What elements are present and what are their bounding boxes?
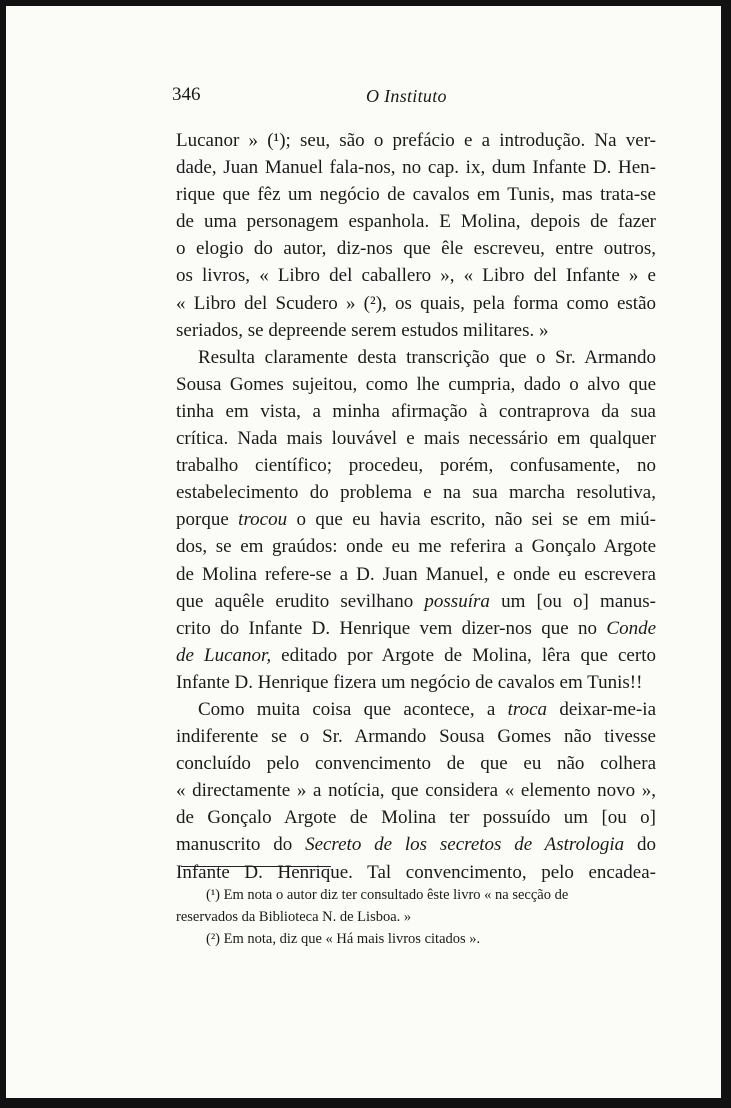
text-line: dade, Juan Manuel fala-nos, no cap. ix, dum Infante D. Hen- [176, 157, 656, 179]
text-line: indiferente se o Sr. Armando Sousa Gomes não tivesse [176, 726, 656, 748]
text-line: crítica. Nada mais louvável e mais necessário em qualquer [176, 428, 656, 450]
text-line: concluído pelo convencimento de que eu não colhera [176, 753, 656, 775]
running-title: O Instituto [366, 86, 447, 106]
text-line: « directamente » a notícia, que considera « elemento novo », [176, 780, 656, 802]
footnote-2: (²) Em nota, diz que « Há mais livros citados ». [206, 931, 481, 947]
text-run: o que eu havia escrito, não sei se em miú- [287, 509, 656, 531]
text-run: crito do Infante D. Henrique vem dizer-nos que no [176, 617, 607, 639]
text-line: Sousa Gomes sujeitou, como lhe cumpria, dado o alvo que [176, 373, 656, 395]
text-line: Infante D. Henrique. Tal convencimento, pelo encadea- [176, 861, 656, 883]
text-line: « Libro del Scudero » (²), os quais, pela forma como estão [176, 292, 656, 314]
text-line: Infante D. Henrique fizera um negócio de cavalos em Tunis!! [176, 671, 643, 693]
text-line [176, 642, 656, 669]
text-line: Lucanor » (¹); seu, são o prefácio e a introdução. Na ver- [176, 130, 656, 151]
text-run: editado por Argote de Molina, lêra que certo [271, 644, 656, 666]
text-run: um [ou o] manus- [489, 590, 656, 612]
italic-word: trocou [238, 509, 288, 531]
text-line: seriados, se depreende serem estudos militares. » [176, 319, 549, 341]
text-run: manuscrito do [176, 834, 306, 856]
footnotes [176, 884, 654, 950]
text-run: Como muita coisa que acontece, a [198, 698, 508, 720]
text-line: o elogio do autor, diz-nos que êle escreveu, entre outros, [176, 238, 656, 260]
text-run: do [624, 834, 657, 856]
text-line: trabalho científico; procedeu, porém, confusamente, no [176, 455, 656, 477]
text-line: dos, se em graúdos: onde eu me referira a Gonçalo Argote [176, 536, 656, 558]
book-page [6, 6, 721, 1098]
text-line [176, 696, 656, 723]
text-run: deixar-me-ia [547, 698, 657, 720]
text-line: rique que fêz um negócio de cavalos em Tunis, mas trata-se [176, 184, 656, 206]
text-line: os livros, « Libro del caballero », « Libro del Infante » e [176, 265, 656, 287]
text-line: de Molina refere-se a D. Juan Manuel, e onde eu escrevera [176, 563, 656, 585]
body-text [176, 127, 656, 886]
footnote-1-continuation: reservados da Biblioteca N. de Lisboa. » [176, 909, 412, 925]
italic-title: de Lucanor, [176, 644, 272, 666]
text-run: que aquêle erudito sevilhano [176, 590, 425, 612]
text-line [176, 615, 656, 642]
italic-word: possuíra [424, 590, 490, 612]
text-line: de uma personagem espanhola. E Molina, depois de fazer [176, 211, 656, 233]
text-line: de Gonçalo Argote de Molina ter possuído um [ou o] [176, 807, 656, 829]
text-run: porque [176, 509, 239, 531]
text-line [176, 506, 656, 533]
italic-title: Conde [606, 617, 656, 639]
footnote-1: (¹) Em nota o autor diz ter consultado êste livro « na secção de [206, 887, 569, 903]
italic-word: troca [507, 698, 548, 720]
text-line [176, 588, 656, 615]
page-number: 346 [172, 84, 201, 105]
text-line: tinha em vista, a minha afirmação à contraprova da sua [176, 400, 656, 422]
footnote-divider [181, 866, 331, 867]
text-line [176, 831, 656, 858]
text-line: estabelecimento do problema e na sua marcha resolutiva, [176, 482, 656, 504]
italic-title: Secreto de los secretos de Astrologia [305, 834, 625, 856]
text-line: Resulta claramente desta transcrição que o Sr. Armando [198, 346, 656, 368]
